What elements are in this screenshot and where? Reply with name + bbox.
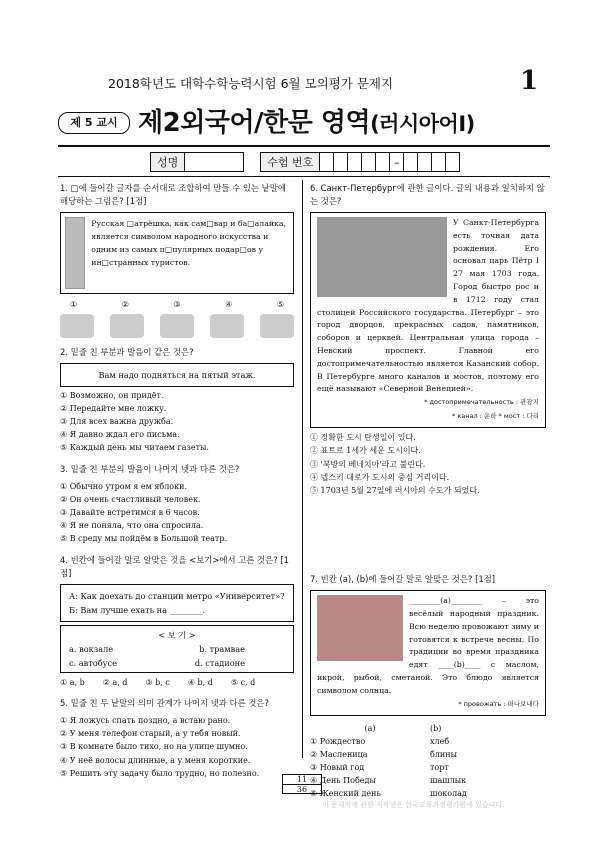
milk-image bbox=[260, 314, 294, 338]
q2-option[interactable]: ④ Я давно ждал его письма. bbox=[60, 430, 180, 440]
q7-gloss: * провожать : 떠나보내다 bbox=[458, 699, 539, 708]
q1-text: Русская □атрёшка, как сам□вар и ба□алайка, является символом народного искусства и одним из самых п□пулярных подар□ов у ин□странных туристов. bbox=[91, 219, 287, 267]
copyright-watermark: 이 문제지에 관한 저작권은 한국교육과정평가원에 있습니다. bbox=[322, 801, 505, 809]
icecream-image bbox=[160, 314, 194, 338]
q6-option[interactable]: ③ '북방의 베네치아'라고 불린다. bbox=[310, 459, 426, 469]
q4-line-b: Б: Вам лучше ехать на ________. bbox=[69, 604, 205, 615]
exam-number-cell[interactable] bbox=[348, 152, 362, 172]
meat-image bbox=[210, 314, 244, 338]
choice-5[interactable]: ⑤ bbox=[276, 300, 284, 309]
blini-image bbox=[317, 595, 403, 661]
q4-line-a: А: Как доехать до станции метро «Университет»? bbox=[69, 590, 285, 601]
left-column bbox=[60, 182, 294, 780]
q6-text: У Санкт-Петербурга есть точная дата рождения. Его основал царь Пётр I 27 мая 1703 года. Город быстро рос и в 1712 году стал столицей Российского государства. Петербург – это город дворцов, прекрасных садов, памятников, соборов и церквей. Центральная улица города – Невский проспект. Главной его достопримечательностью является Казанский собор. В Петербурге много каналов и мостов, поэтому его ещё называют «Северной Венецией». bbox=[317, 218, 539, 394]
q7-table bbox=[310, 722, 546, 800]
q3-option[interactable]: ③ Давайте встретимся в 6 часов. bbox=[60, 507, 200, 517]
q6-box bbox=[310, 212, 546, 428]
id-row bbox=[150, 152, 460, 172]
q7-row-a[interactable]: ⑤ Женский день bbox=[310, 789, 381, 799]
q6-option[interactable]: ⑤ 1703년 5월 27일에 러시아의 수도가 되었다. bbox=[310, 485, 480, 495]
q4-dialog bbox=[60, 584, 294, 622]
q6-gloss1: * достопримечательность : 관광지 bbox=[424, 398, 539, 407]
q6-gloss2: * канал : 운하 * мост : 다리 bbox=[452, 411, 539, 420]
subject-sub: (러시아어Ⅰ) bbox=[370, 112, 475, 136]
q3-option[interactable]: ① Обычно утром я ем яблоки. bbox=[60, 481, 187, 491]
subject-main: 제2외국어/한문 영역 bbox=[138, 108, 371, 138]
q5-option[interactable]: ③ В комнате было тихо, но на улице шумно. bbox=[60, 742, 248, 752]
q2-option[interactable]: ① Возможно, он придёт. bbox=[60, 390, 164, 400]
q2-option[interactable]: ② Передайте мне ложку. bbox=[60, 403, 167, 413]
q2-option[interactable]: ③ Для всех важна дружба. bbox=[60, 416, 174, 426]
q7-row-a[interactable]: ④ День Победы bbox=[310, 776, 376, 786]
q6-option[interactable]: ② 표트르 1세가 세운 도시이다. bbox=[310, 446, 421, 456]
exam-number-cell[interactable] bbox=[446, 152, 460, 172]
q5-option[interactable]: ⑤ Решить эту задачу было трудно, но полезно. bbox=[60, 768, 260, 778]
bogi-title: < 보 기 > bbox=[158, 629, 196, 640]
q2-box: Вам надо подняться на пятый этаж. bbox=[60, 363, 294, 387]
q3-option[interactable]: ④ Я не поняла, что она спросила. bbox=[60, 521, 204, 531]
q7-row-b: хлеб bbox=[430, 737, 450, 747]
q5-stem: 5. 밑줄 친 두 낱말의 의미 관계가 나머지 넷과 다른 것은? bbox=[60, 698, 269, 709]
q1-images bbox=[60, 314, 294, 338]
q6-stem: 6. Санкт-Петербург에 관한 글이다. 글의 내용과 일치하지 않는 것은? bbox=[310, 183, 545, 206]
q7-col-a: (a) bbox=[364, 724, 376, 734]
choice-1[interactable]: ① bbox=[70, 300, 78, 309]
q7-col-b: (b) bbox=[430, 724, 442, 734]
right-column bbox=[310, 182, 546, 800]
exam-number-dash: – bbox=[390, 152, 404, 172]
stamp-image bbox=[60, 314, 94, 338]
q1-choices bbox=[60, 298, 294, 312]
choice-3[interactable]: ③ bbox=[173, 300, 181, 309]
q4-option[interactable]: ③ b, c bbox=[145, 677, 170, 687]
petersburg-image bbox=[317, 217, 447, 297]
q7-box bbox=[310, 590, 546, 716]
q4-option[interactable]: ⑤ c, d bbox=[230, 677, 256, 687]
exam-number-cell[interactable] bbox=[404, 152, 418, 172]
q7-row-b: шоколад bbox=[430, 789, 467, 799]
bogi-item: c. автобусе bbox=[69, 657, 117, 668]
bogi-item: d. стадионе bbox=[194, 657, 245, 668]
subject-title bbox=[138, 102, 475, 139]
q5-option[interactable]: ① Я ложусь спать поздно, а встаю рано. bbox=[60, 716, 231, 726]
exam-title: 2018학년도 대학수학능력시험 6월 모의평가 문제지 bbox=[108, 76, 394, 91]
q4-option[interactable]: ④ b, d bbox=[187, 677, 213, 687]
footer-den: 36 bbox=[296, 785, 308, 794]
q7-row-a[interactable]: ③ Новый год bbox=[310, 763, 365, 773]
q1-stem: 1. □에 들어갈 글자를 순서대로 조합하여 만들 수 있는 낱말에 해당하는 그림은? [1점] bbox=[60, 183, 286, 206]
header-divider bbox=[58, 145, 550, 147]
q1-box bbox=[60, 212, 294, 294]
exam-number-cell[interactable] bbox=[376, 152, 390, 172]
exam-number-cell[interactable] bbox=[362, 152, 376, 172]
q4-option[interactable]: ② a, d bbox=[102, 677, 128, 687]
page-number: 1 bbox=[520, 66, 539, 96]
q3-stem: 3. 밑줄 친 부분의 발음이 나머지 넷과 다른 것은? bbox=[60, 463, 240, 474]
exam-number-cell[interactable] bbox=[432, 152, 446, 172]
q6-option[interactable]: ① 정확한 도시 탄생일이 있다. bbox=[310, 433, 416, 443]
q5-option[interactable]: ④ У неё волосы длинные, а у меня короткие. bbox=[60, 755, 251, 765]
id-divider bbox=[58, 176, 550, 177]
exam-number-cell[interactable] bbox=[418, 152, 432, 172]
q2-option[interactable]: ⑤ Каждый день мы читаем газеты. bbox=[60, 443, 209, 453]
name-field[interactable] bbox=[185, 152, 244, 172]
q7-row-a[interactable]: ① Рождество bbox=[310, 737, 366, 747]
exam-number-label: 수험 번호 bbox=[260, 152, 320, 172]
q2-stem: 2. 밑줄 친 부분과 발음이 같은 것은? bbox=[60, 346, 194, 357]
q7-text: ________(a)________ – это весёлый народный праздник. Всю неделю провожают зиму и готовятся к встрече весны. По традиции во время праздника едят ____(b)____ с маслом, икрой, рыбой, сметаной. Это блюдо является символом солнца. bbox=[317, 596, 539, 695]
q4-options bbox=[60, 676, 294, 690]
q7-row-a[interactable]: ② Масленица bbox=[310, 750, 368, 760]
period-badge: 제 5 교시 bbox=[58, 112, 130, 134]
car-image bbox=[110, 314, 144, 338]
q7-row-b: блины bbox=[430, 750, 457, 760]
q4-stem: 4. 빈칸에 들어갈 말로 알맞은 것을 <보기>에서 고른 것은? [1점] bbox=[60, 554, 289, 578]
q3-option[interactable]: ⑤ В среду мы пойдём в Большой театр. bbox=[60, 534, 228, 544]
footer-num: 11 bbox=[283, 775, 321, 785]
q4-bogi bbox=[60, 625, 294, 673]
choice-2[interactable]: ② bbox=[121, 300, 129, 309]
matryoshka-image bbox=[65, 217, 85, 289]
page-footer bbox=[282, 774, 322, 794]
name-label: 성명 bbox=[150, 152, 185, 172]
exam-number-cell[interactable] bbox=[320, 152, 334, 172]
bogi-item: b. трамвае bbox=[199, 643, 245, 654]
bogi-item: a. вокзале bbox=[69, 643, 114, 654]
q7-row-b: шашлык bbox=[430, 776, 467, 786]
q3-option[interactable]: ② Он очень счастливый человек. bbox=[60, 494, 201, 504]
q6-option[interactable]: ④ 넵스키 대로가 도시의 중심 거리이다. bbox=[310, 472, 450, 482]
q4-option[interactable]: ① a, b bbox=[60, 677, 85, 687]
q7-stem: 7. 빈칸 (a), (b)에 들어갈 말로 알맞은 것은? [1점] bbox=[310, 574, 496, 585]
choice-4[interactable]: ④ bbox=[225, 300, 233, 309]
exam-number-cell[interactable] bbox=[334, 152, 348, 172]
column-divider bbox=[302, 180, 303, 758]
q7-row-b: торт bbox=[430, 763, 449, 773]
q5-option[interactable]: ② У меня телефон старый, а у тебя новый. bbox=[60, 729, 241, 739]
